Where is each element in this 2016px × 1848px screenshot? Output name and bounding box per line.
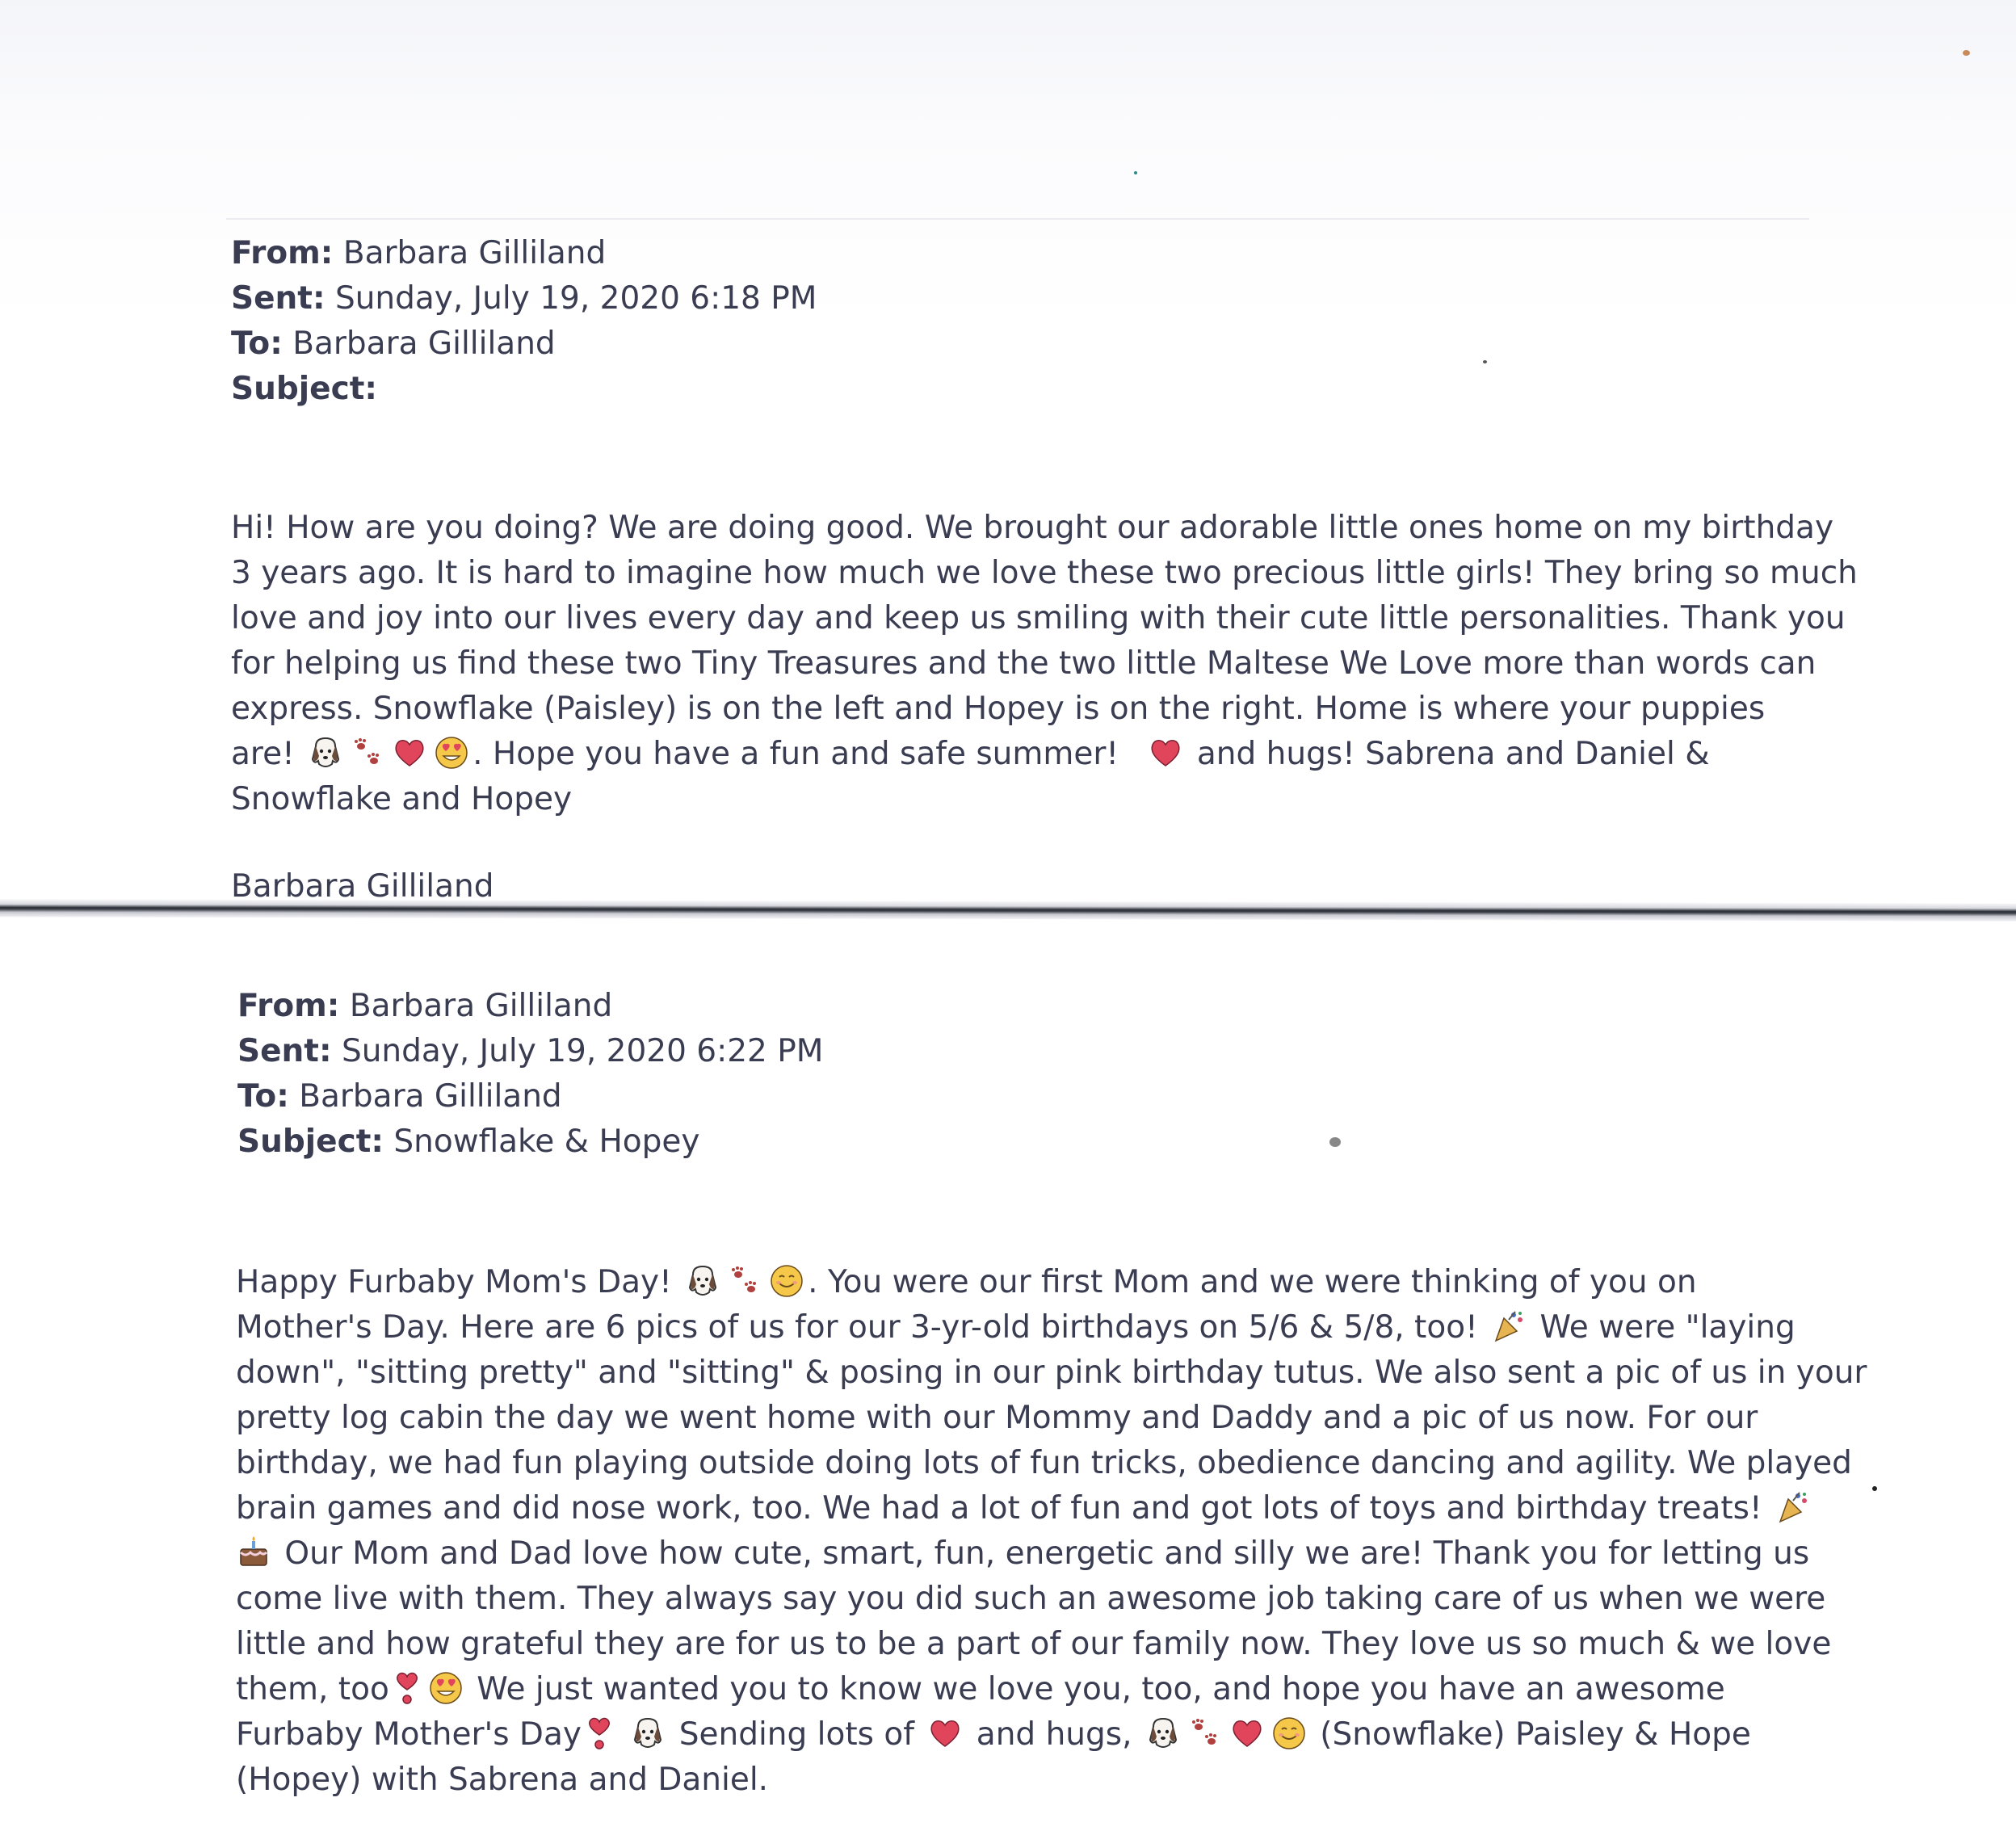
to-line [231,321,556,367]
subject-label: Subject: [237,1124,384,1160]
from-value: Barbara Gilliland [349,988,613,1024]
body-fragment: Sending lots of [678,1716,914,1753]
to-line [237,1074,562,1119]
red-heart-icon [392,735,427,771]
body-line [236,1260,1867,1305]
smiling-face-icon [1271,1716,1307,1751]
body-line: for helping us find these two Tiny Treasures and the two little Maltese We Love more than words can [231,645,1816,682]
dog-face-icon [630,1716,666,1751]
birthday-cake-icon [236,1535,271,1570]
body-fragment: Happy Furbaby Mom's Day! [236,1264,672,1300]
to-value: Barbara Gilliland [299,1078,562,1115]
smiling-face-icon [769,1263,804,1299]
body-fragment: them, too [236,1671,389,1707]
subject-line [231,367,377,412]
subject-line [237,1119,699,1165]
body-fragment: Mother's Day. Here are 6 pics of us for our 3-yr-old birthdays on 5/6 & 5/8, too! [236,1309,1478,1346]
dog-face-icon [1145,1716,1181,1751]
message-body [236,1260,1867,1803]
sent-value: Sunday, July 19, 2020 6:22 PM [341,1033,824,1069]
to-label: To: [231,326,283,362]
body-line: express. Snowflake (Paisley) is on the left and Hopey is on the right. Home is where your puppies [231,691,1766,727]
from-line [231,231,606,276]
sent-line [231,276,817,321]
body-fragment: and hugs, [976,1716,1132,1753]
red-heart-icon [1148,735,1183,771]
from-label: From: [231,235,334,271]
body-fragment: . You were our first Mom and we were thinking of you on [808,1264,1697,1300]
heart-eyes-face-icon [428,1670,464,1706]
paw-prints-icon [1187,1716,1223,1751]
sent-label: Sent: [237,1033,332,1069]
body-fragment: (Snowflake) Paisley & Hope [1320,1716,1751,1753]
dog-face-icon [685,1263,720,1299]
body-fragment: Our Mom and Dad love how cute, smart, fun, energetic and silly we are! Thank you for letting us [284,1535,1810,1572]
body-fragment: We just wanted you to know we love you, too, and hope you have an awesome [477,1671,1725,1707]
heart-exclamation-icon [582,1716,617,1751]
signature: Barbara Gilliland [231,868,494,905]
red-heart-icon [1229,1716,1265,1751]
scan-speck [1134,171,1137,174]
body-line: birthday, we had fun playing outside doing lots of fun tricks, obedience dancing and agility. We played [236,1445,1852,1481]
scan-speck [1872,1486,1877,1491]
heart-exclamation-icon [389,1670,425,1706]
body-line: Hi! How are you doing? We are doing good. We brought our adorable little ones home on my birthday [231,510,1834,546]
body-line [236,1531,1867,1577]
subject-label: Subject: [231,371,377,407]
sent-value: Sunday, July 19, 2020 6:18 PM [334,280,817,317]
heart-eyes-face-icon [434,735,469,771]
body-line: (Hopey) with Sabrena and Daniel. [236,1762,769,1798]
scan-speck [1483,360,1487,363]
paw-prints-icon [727,1263,762,1299]
red-heart-icon [927,1716,963,1751]
body-line [236,1712,1867,1758]
body-fragment: and hugs! Sabrena and Daniel & [1196,736,1710,772]
body-line: pretty log cabin the day we went home with our Mommy and Daddy and a pic of us now. For our [236,1400,1758,1436]
body-line [236,1305,1867,1350]
to-label: To: [237,1078,289,1115]
body-line: Snowflake and Hopey [231,781,573,817]
scan-speck [1963,50,1970,56]
body-line: little and how grateful they are for us to be a part of our family now. They love us so much & we love [236,1626,1832,1662]
subject-value: Snowflake & Hopey [393,1124,700,1160]
body-line [231,732,1858,777]
body-fragment: are! [231,736,295,772]
dog-face-icon [308,735,343,771]
message-body [231,506,1858,822]
body-line: love and joy into our lives every day and keep us smiling with their cute little personalities. Thank you [231,600,1846,636]
body-line [236,1667,1867,1712]
body-line [236,1486,1867,1531]
body-fragment: We were "laying [1539,1309,1796,1346]
party-popper-icon [1491,1308,1527,1344]
from-value: Barbara Gilliland [342,235,607,271]
body-fragment: Furbaby Mother's Day [236,1716,582,1753]
body-line: come live with them. They always say you did such an awesome job taking care of us when we were [236,1581,1826,1617]
sent-label: Sent: [231,280,326,317]
sent-line [237,1029,823,1074]
from-line [237,984,612,1029]
from-label: From: [237,988,340,1024]
paw-prints-icon [350,735,385,771]
body-line: down", "sitting pretty" and "sitting" & posing in our pink birthday tutus. We also sent a pic of us in your [236,1354,1867,1391]
party-popper-icon [1775,1489,1811,1525]
body-fragment: . Hope you have a fun and safe summer! [472,736,1119,772]
to-value: Barbara Gilliland [292,326,556,362]
body-line: 3 years ago. It is hard to imagine how much we love these two precious little girls! They bring so much [231,555,1858,591]
body-fragment: brain games and did nose work, too. We had a lot of fun and got lots of toys and birthday treats! [236,1490,1762,1527]
header-separator [226,218,1809,220]
scan-speck [1329,1137,1341,1147]
